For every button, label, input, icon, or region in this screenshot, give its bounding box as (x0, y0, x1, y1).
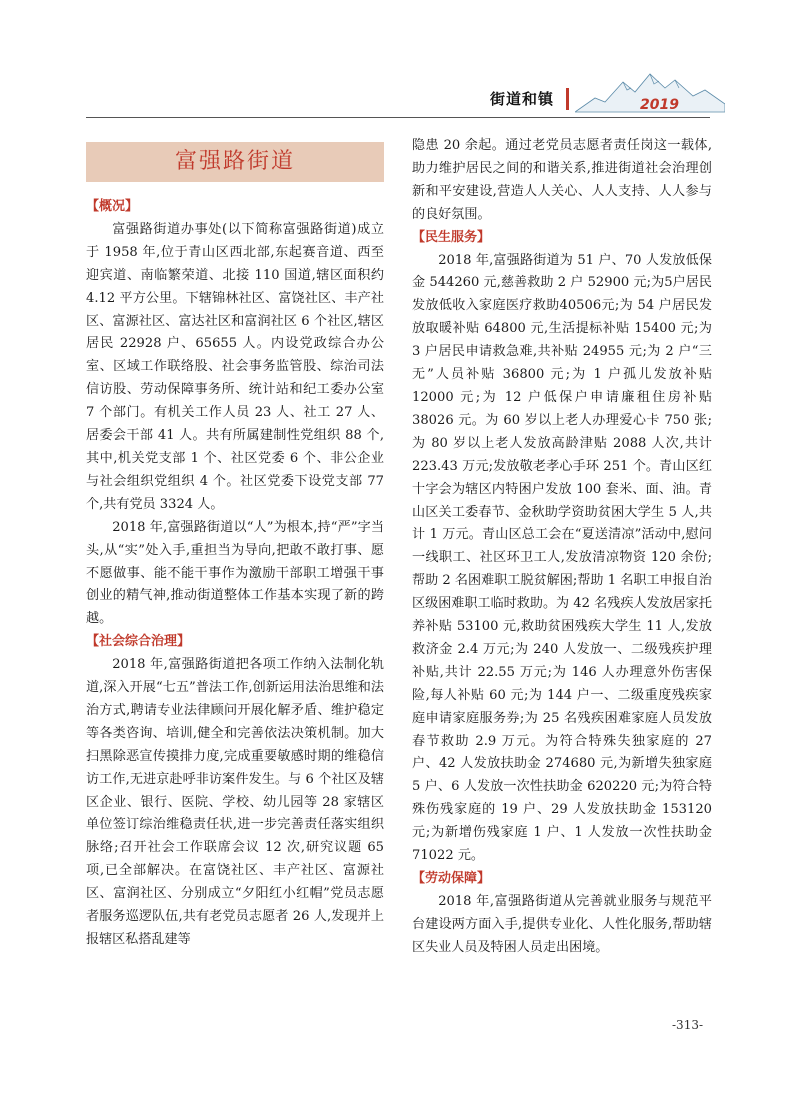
section-heading-labor: 【劳动保障】 (412, 871, 491, 886)
paragraph-overview-2: 2018 年,富强路街道以“人”为根本,持“严”字当头,从“实”处入手,重担当为导向,把敢不敢打事、愿不愿做事、能不能干事作为激励干部职工增强干事创业的精气神,推动街道整体工作基本实现了新的跨越。 (86, 519, 384, 627)
running-header-year: 2019 (640, 97, 679, 113)
running-header-section: 街道和镇 (490, 90, 555, 108)
section-heading-governance: 【社会综合治理】 (86, 634, 191, 650)
article-title: 富强路街道 (174, 148, 295, 174)
article-title-box (86, 142, 384, 182)
right-column (412, 135, 712, 960)
section-heading-livelihood: 【民生服务】 (412, 229, 491, 245)
paragraph-livelihood-1: 2018 年,富强路街道为 51 户、70 人发放低保金 544260 元,慈善救助 2 户 52900 元;为5户居民发放低收入家庭医疗救助40506元;为 54 户居民发放取暖补贴 64800 元,生活提标补贴 15400 元;为 3 户居民申请救急难,共补贴 24955 元;为 2 户“三无”人员补贴 36800 元;为 1 户孤儿发放补贴 12000 元;为 12 户低保户申请廉租住房补贴 38026 元。为 60 岁以上老人办理爱心卡 750 张;为 80 岁以上老人发放高龄津贴 2088 人次,共计 223.43 万元;发放敬老孝心手环 251 个。青山区红十字会为辖区内特困户发放 100 套米、面、油。青山区关工委春节、金秋助学资助贫困大学生 5 人,共计 1 万元。青山区总工会在“夏送清凉”活动中,慰问一线职工、社区环卫工人,发放清凉物资 120 余份;帮助 2 名困难职工脱贫解困;帮助 1 名职工申报自治区级困难职工临时救助。为 42 名残疾人发放居家托养补贴 53100 元,救助贫困残疾大学生 11 人,发放救济金 2.4 万元;为 240 人发放一、二级残疾护理补贴,共计 22.55 万元;为 146 人办理意外伤害保险,每人补贴 60 元;为 144 户一、二级重度残疾家庭申请家庭服务券;为 25 名残疾困难家庭人员发放春节救助 2.9 万元。为符合特殊失独家庭的 27 户、42 人发放扶助金 274680 元,为新增失独家庭 5 户、6 人发放一次性扶助金 620220 元;为符合特殊伤残家庭的 19 户、29 人发放扶助金 153120 元;为新增伤残家庭 1 户、1 人发放一次性扶助金 71022 元。 (412, 252, 712, 864)
header-divider-bar (566, 88, 569, 110)
header-rule (86, 117, 710, 118)
paragraph-governance-1: 2018 年,富强路街道把各项工作纳入法制化轨道,深入开展“七五”普法工作,创新运用法治思维和法治方式,聘请专业法律顾问开展化解矛盾、维护稳定等各类咨询、培训,健全和完善依法决策机制。加大扫黑除恶宣传摸排力度,完成重要敏感时期的维稳信访工作,无进京赴呼非访案件发生。与 6 个社区及辖区企业、银行、医院、学校、幼儿园等 28 家辖区单位签订综治维稳责任状,进一步完善责任落实组织脉络;召开社会工作联席会议 12 次,研究议题 65 项,已全部解决。在富饶社区、丰产社区、富源社区、富润社区、分别成立“夕阳红小红帽”党员志愿者服务巡逻队伍,共有老党员志愿者 26 人,发现并上报辖区私搭乱建等 (86, 657, 384, 947)
section-heading-overview: 【概况】 (86, 199, 139, 214)
paragraph-governance-continued: 隐患 20 余起。通过老党员志愿者责任岗这一载体,助力维护居民之间的和谐关系,推进街道社会治理创新和平安建设,营造人人关心、人人支持、人人参与的良好氛围。 (412, 138, 712, 222)
paragraph-overview-1: 富强路街道办事处(以下简称富强路街道)成立于 1958 年,位于青山区西北部,东起赛音道、西至迎宾道、南临繁荣道、北接 110 国道,辖区面积约 4.12 平方公里。下辖锦林社区、富饶社区、丰产社区、富源社区、富达社区和富润社区 6 个社区,辖区居民 22928 户、65655 人。内设党政综合办公室、区域工作联络股、社会事务监管股、综治司法信访股、劳动保障事务所、统计站和纪工委办公室 7 个部门。有机关工作人员 23 人、社工 27 人、居委会干部 41 人。共有所属建制性党组织 88 个,其中,机关党支部 1 个、社区党委 6 个、非公企业与社会组织党组织 4 个。社区党委下设党支部 77 个,共有党员 3324 人。 (86, 221, 384, 512)
page-number: -313- (672, 1018, 704, 1032)
left-column (86, 135, 384, 952)
paragraph-labor-1: 2018 年,富强路街道从完善就业服务与规范平台建设两方面入手,提供专业化、人性化服务,帮助辖区失业人员及特困人员走出困境。 (412, 893, 712, 955)
